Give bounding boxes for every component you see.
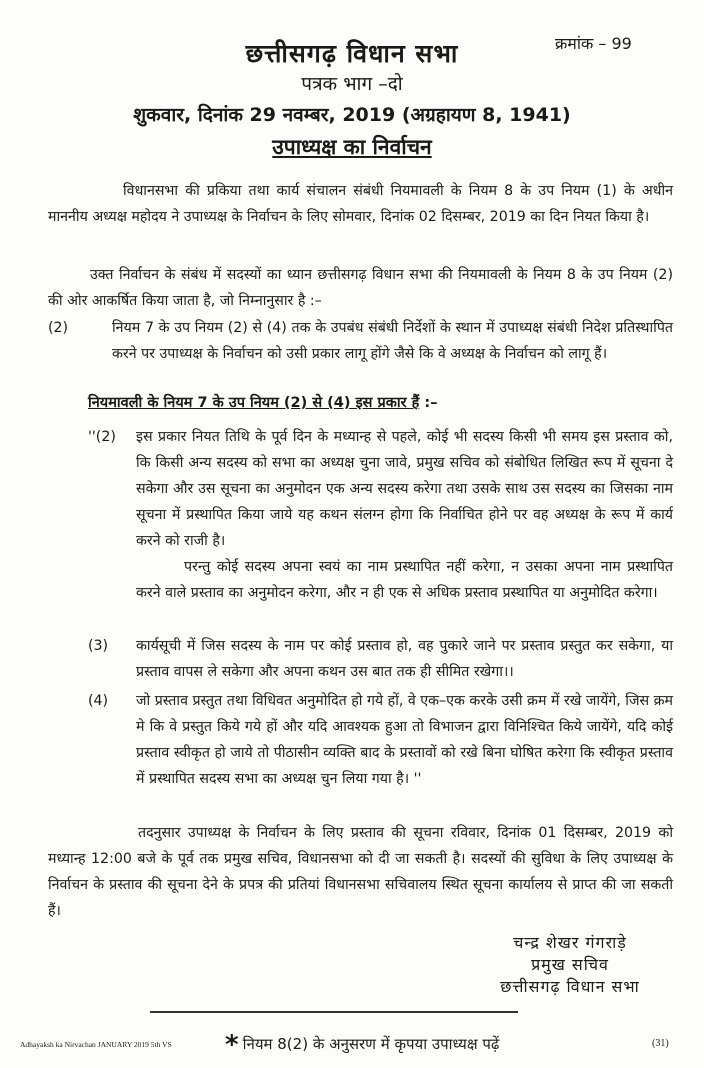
paragraph-notice: तदनुसार उपाध्यक्ष के निर्वाचन के लिए प्रस्ताव की सूचना रविवार, दिनांक 01 दिसम्बर, 2019 को मध्यान्ह 12:00 बजे के पूर्व तक प्रमुख सचिव, विधानसभा को दी जा सकती है। सदस्यों की सुविधा के लिए उपाध्यक्ष के निर्वाचन के प्रस्ताव की सूचना देने के प्रपत्र की प्रतियां विधानसभा सचिवालय स्थित सूचना कार्यालय से प्राप्त की जा सकती हैं। [48,825,673,919]
proviso-text: परन्तु कोई सदस्य अपना स्वयं का नाम प्रस्थापित नहीं करेगा, न उसका अपना नाम प्रस्थापित करने वाले प्रस्ताव का अनुमोदन करेगा, और न ही एक से अधिक प्रस्ताव प्रस्थापित या अनुमोदित करेगा। [136,559,673,601]
date-line: शुकवार, दिनांक 29 नवम्बर, 2019 (अग्रहायण 8, 1941) [133,104,571,126]
paragraph-intro: विधानसभा की प्रकिया तथा कार्य संचालन संबंधी नियमावली के नियम 8 के उप नियम (1) के अधीन माननीय अध्यक्ष महोदय ने उपाध्यक्ष के निर्वाचन के लिए सोमवार, दिनांक 02 दिसम्बर, 2019 का दिन नियत किया है। [48,183,673,225]
paragraph-attention: उक्त निर्वाचन के संबंध में सदस्यों का ध्यान छत्तीसगढ़ विधान सभा की नियमावली के नियम 8 के उप नियम (2) की ओर आकर्षित किया जाता है, जो निम्नानुसार है :– [48,267,673,309]
clause-number: (2) [48,320,69,336]
rules-heading-text: नियमावली के नियम 7 के उप नियम (2) से (4) इस प्रकार हैं [88,395,420,411]
rule-item-4 [88,688,673,792]
signature-block [420,932,704,998]
subject-heading [0,133,704,161]
rule-item-text: इस प्रकार नियत तिथि के पूर्व दिन के मध्यान्ह से पहले, कोई भी सदस्य किसी भी समय इस प्रस्ताव को, कि किसी अन्य सदस्य को सभा का अध्यक्ष चुना जावे, प्रमुख सचिव को संबोधित लिखित रूप में सूचना दे सकेगा और उस सूचना का अनुमोदन एक अन्य सदस्य करेगा तथा उसके साथ उस सदस्य का जिसका नाम सूचना में प्रस्थापित किया जाये यह कथन संलग्न होगा कि निर्वाचित होने पर वह अध्यक्ष के रूप में कार्य करने को राजी है। [136,429,673,549]
rule-item-number: (4) [88,693,109,709]
page-number: (31) [652,1038,669,1049]
signatory-designation: प्रमुख सचिव [531,955,609,974]
rule-item-number: (3) [88,638,109,654]
footnote [225,1030,499,1060]
subject-text: उपाध्यक्ष का निर्वाचन [272,135,432,159]
serial-number: क्रमांक – 99 [555,34,632,53]
signatory-office: छत्तीसगढ़ विधान सभा [500,977,640,996]
rule-item-text: कार्यसूची में जिस सदस्य के नाम पर कोई प्रस्ताव हो, वह पुकारे जाने पर प्रस्ताव प्रस्तुत कर सकेगा, या प्रस्ताव वापस ले सकेगा और अपना कथन उस बात तक ही सीमित रखेगा।। [136,638,673,680]
footnote-text: नियम 8(2) के अनुसरण में कृपया उपाध्यक्ष पढ़ें [242,1035,500,1053]
bulletin-part: पत्रक भाग –दो [301,73,403,95]
footer-divider [150,1011,518,1013]
asterisk-icon: * [225,1030,239,1060]
rule-item-2-proviso [88,554,673,606]
file-reference: Adhayaksh ka Nirvachan JANUARY 2019 5th VS [20,1040,172,1049]
signatory-name: चन्द्र शेखर गंगराड़े [513,933,627,952]
clause-text: नियम 7 के उप नियम (2) से (4) तक के उपबंध संबंधी निर्देशों के स्थान में उपाध्यक्ष संबंधी निदेश प्रतिस्थापित करने पर उपाध्यक्ष के निर्वाचन को उसी प्रकार लागू होंगे जैसे कि वे अध्यक्ष के निर्वाचन को लागू हैं। [112,320,673,362]
rule-item-3 [88,633,673,685]
organization-title: छत्तीसगढ़ विधान सभा [245,39,459,68]
rule-item-text: जो प्रस्ताव प्रस्तुत तथा विधिवत अनुमोदित हो गये हों, वे एक–एक करके उसी क्रम में रखे जायेंगे, जिस क्रम मे कि वे प्रस्तुत किये गये हों और यदि आवश्यक हुआ तो विभाजन द्वारा विनिश्चित किये जायेंगे, यदि कोई प्रस्ताव स्वीकृत हो जाये तो पीठासीन व्यक्ति बाद के प्रस्तावों को रखे बिना घोषित करेगा कि स्वीकृत प्रस्ताव में प्रस्थापित सदस्य सभा का अध्यक्ष चुन लिया गया है। '' [136,693,673,787]
rules-heading [88,392,437,412]
rule-item-number: ''(2) [88,429,116,445]
rules-heading-suffix: :– [419,395,438,411]
clause-2 [48,315,673,367]
rule-item-2 [88,424,673,554]
